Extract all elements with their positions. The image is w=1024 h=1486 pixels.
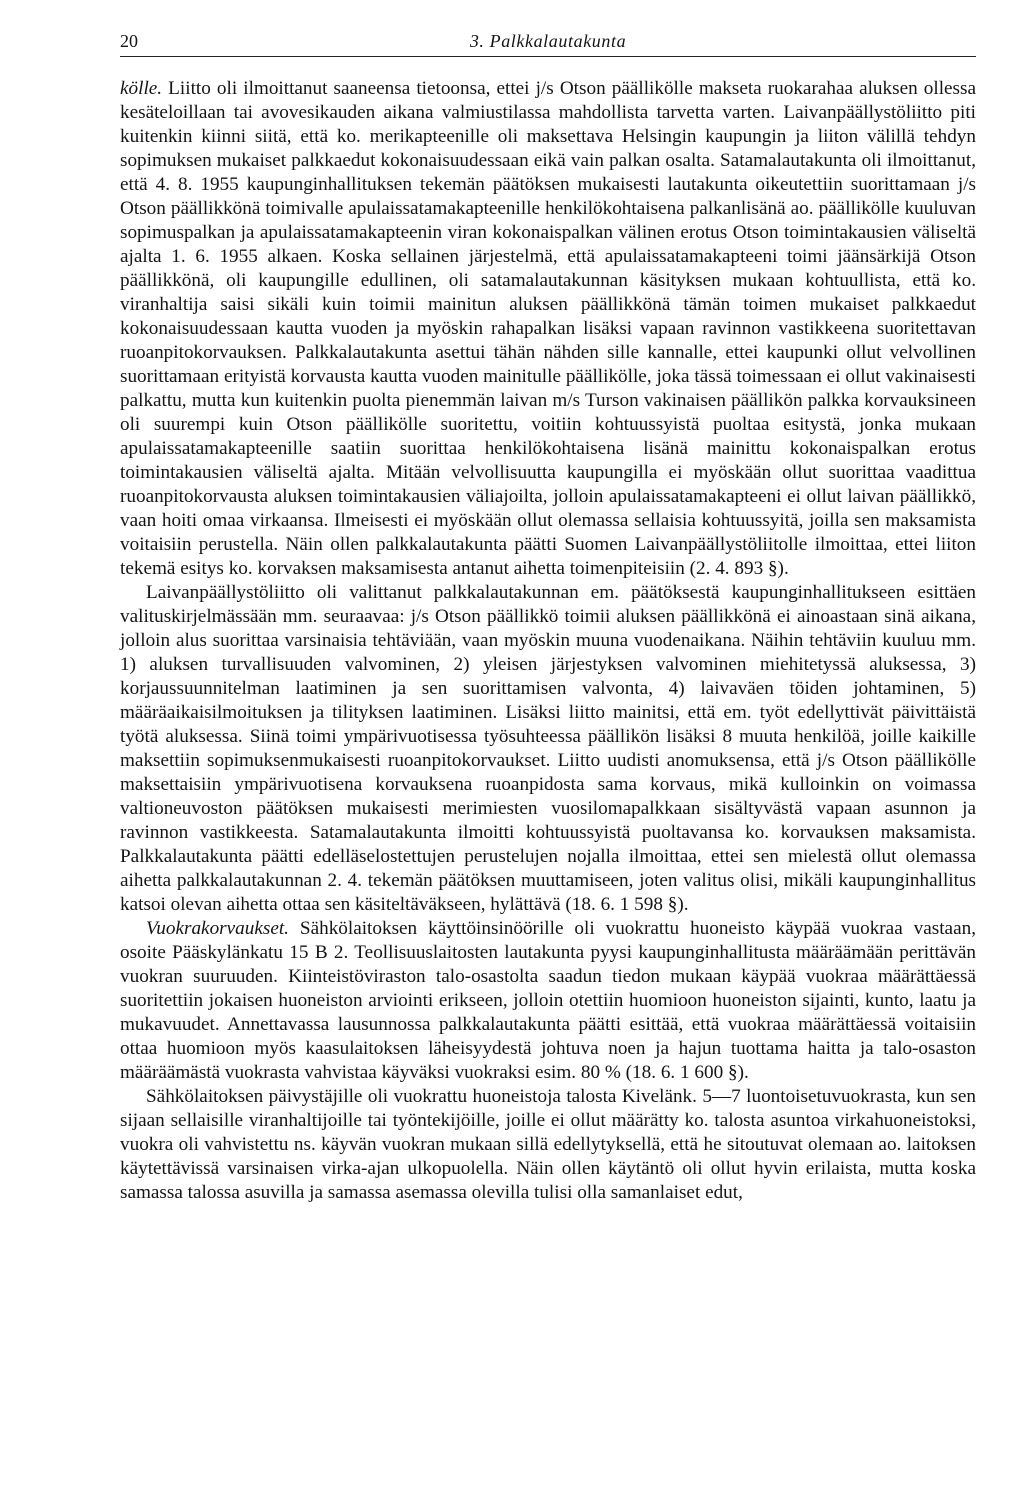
paragraph-duty-staff [120, 1085, 976, 1205]
paragraph-text: Sähkölaitoksen päivystäjille oli vuokrattu huoneistoja talosta Kivelänk. 5—7 luontoisetuvuokrasta, kun sen sijaan sellaisille viranhaltijoille tai työntekijöille, joille ei ollut määrätty ko. talosta asuntoa virkahuoneistoksi, vuokra oli vahvistettu ns. käyvän vuokran mukaan sillä edellytyksellä, että he sitoutuvat olemaan ao. laitoksen käytettävissä varsinaisen virka-ajan ulkopuolella. Näin ollen käytäntö oli ollut hyvin erilaista, mutta koska samassa talossa asuvilla ja samassa asemassa olevilla tulisi olla samanlaiset edut, [120, 1086, 976, 1203]
page-number: 20 [120, 31, 138, 51]
paragraph-continued [120, 77, 976, 581]
paragraph-lead: Vuokrakorvaukset. [146, 918, 289, 939]
running-header [120, 28, 976, 57]
paragraph-rent-compensation [120, 917, 976, 1085]
paragraph-text: Liitto oli ilmoittanut saaneensa tietoonsa, ettei j/s Otson päällikölle makseta ruokarahaa aluksen ollessa kesäteloillaan tai avovesikauden aikana valmiustilassa mahdollista tarvetta varten. Laivanpäällystöliitto piti kuitenkin kiinni siitä, että ko. merikapteenille oli maksettava Helsingin kaupungin ja liiton välillä tehdyn sopimuksen mukaiset palkkaedut kokonaisuudessaan eikä vain palkan osalta. Satamalautakunta oli ilmoittanut, että 4. 8. 1955 kaupunginhallituksen tekemän päätöksen mukaisesti lautakunta oikeutettiin suorittamaan j/s Otson päällikkönä toimivalle apulaissatamakapteenille henkilökohtaisena palkanlisänä ao. päällikölle kuuluvan sopimuspalkan ja apulaissatamakapteenin viran kokonaispalkan välinen erotus Otson toimintakausien väliseltä ajalta 1. 6. 1955 alkaen. Koska sellainen järjestelmä, että apulaissatamakapteeni toimi jäänsärkijä Otson päällikkönä, oli kaupungille edullinen, oli satamalautakunnan käsityksen mukaan kohtuullista, että ko. viranhaltija saisi sikäli kuin toimii mainitun aluksen päällikkönä tämän toimen mukaiset palkkaedut kokonaisuudessaan kautta vuoden ja myöskin rahapalkan lisäksi vapaan ravinnon vastikkeena suoritettavan ruoanpitokorvauksen. Palkkalautakunta asettui tähän nähden sille kannalle, ettei kaupunki ollut velvollinen suorittamaan erityistä korvausta kautta vuoden mainitulle päällikölle, joka tässä toimessaan ei ollut vakinaisesti palkattu, mutta kun kuitenkin puolta pienemmän laivan m/s Turson vakinaisen päällikön palkka korvauksineen oli suurempi kuin Otson päällikölle suoritettu, voitiin kohtuussyistä puoltaa esitystä, jonka mukaan apulaissatamakapteenille saatiin suorittaa henkilökohtaisena lisänä mainittu kokonaispalkan erotus toimintakausien väliseltä ajalta. Mitään velvollisuutta kaupungilla ei myöskään ollut suorittaa vaadittua ruoanpitokorvausta aluksen toimintakausien väliajoilta, jolloin apulaissatamakapteeni ei ollut laivan päällikkö, vaan hoiti omaa virkaansa. Ilmeisesti ei myöskään ollut olemassa sellaisia kohtuussyitä, joilla sen maksamista voitaisiin perustella. Näin ollen palkkalautakunta päätti Suomen Laivanpäällystöliitolle ilmoittaa, ettei liiton tekemä esitys ko. korvaksen maksamisesta antanut aihetta toimenpiteisiin (2. 4. 893 §). [120, 78, 976, 579]
body-text [120, 77, 976, 1205]
paragraph-appeal [120, 581, 976, 917]
paragraph-lead: kölle. [120, 78, 163, 99]
paragraph-text: Sähkölaitoksen käyttöinsinöörille oli vuokrattu huoneisto käypää vuokraa vastaan, osoite Pääskylänkatu 15 B 2. Teollisuuslaitosten lautakunta pyysi kaupunginhallitusta määräämään perittävän vuokran suuruuden. Kiinteistöviraston talo-osastolta saadun tiedon mukaan käypää vuokraa määrättäessä suoritettiin jokaisen huoneiston arviointi erikseen, jolloin otettiin huomioon huoneiston sijainti, kunto, laatu ja mukavuudet. Annettavassa lausunnossa palkkalautakunta päätti esittää, että vuokraa määrättäessä voitaisiin ottaa huomioon myös kaasulaitoksen läheisyydestä johtuva noen ja hajun tuottama haitta ja talo-osaston määräämästä vuokrasta vahvistaa käyväksi vuokraksi esim. 80 % (18. 6. 1 600 §). [120, 918, 976, 1083]
paragraph-text: Laivanpäällystöliitto oli valittanut palkkalautakunnan em. päätöksestä kaupunginhallitukseen esittäen valituskirjelmässään mm. seuraavaa: j/s Otson päällikkö toimii aluksen päällikkönä ei ainoastaan sinä aikana, jolloin alus suorittaa varsinaisia tehtäviään, vaan myöskin muuna vuodenaikana. Näihin tehtäviin kuuluu mm. 1) aluksen turvallisuuden valvominen, 2) yleisen järjestyksen valvominen miehitetyssä aluksessa, 3) korjaussuunnitelman laatiminen ja sen suorittamisen valvonta, 4) laivaväen töiden johtaminen, 5) määräaikaisilmoituksen ja tilityksen laatiminen. Lisäksi liitto mainitsi, että em. työt edellyttivät päivittäistä työtä aluksessa. Siinä toimi ympärivuotisessa työsuhteessa päällikön lisäksi 8 muuta henkilöä, joille kaikille maksettiin sopimuksenmukaisesti ruoanpitokorvaukset. Liitto uudisti anomuksensa, että j/s Otson päällikölle maksettaisiin ympärivuotisena korvauksena ruoanpidosta sama korvaus, mikä kulloinkin on voimassa valtioneuvoston päätöksen mukaisesti merimiesten vuosilomapalkkaan sisältyvästä vapaan asunnon ja ravinnon vastikkeesta. Satamalautakunta ilmoitti kohtuussyistä puoltavansa ko. korvauksen maksamista. Palkkalautakunta päätti edelläselostettujen perustelujen nojalla ilmoittaa, ettei sen mielestä ollut olemassa aihetta palkkalautakunnan 2. 4. tekemän päätöksen muuttamiseen, joten valitus olisi, mikäli kaupunginhallitus katsoi olevan aihetta ottaa sen käsiteltäväkseen, hylättävä (18. 6. 1 598 §). [120, 582, 976, 915]
section-title: 3. Palkkalautakunta [469, 31, 627, 51]
